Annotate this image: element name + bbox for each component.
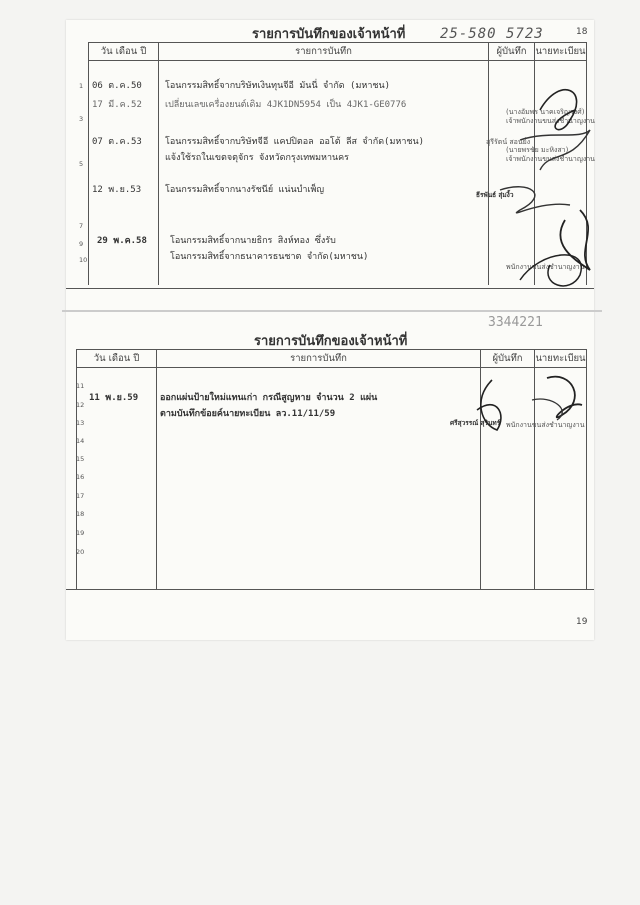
entry-text-line2: ตามบันทึกข้อยค์นายทะเบียน ลว.11/11/59 (160, 409, 336, 419)
entry-date: 06 ต.ค.50 (92, 81, 142, 91)
entry-text: โอนกรรมสิทธิ์จากนายธิกร สิงห์ทอง ซึ่งรับ (170, 236, 336, 246)
official-stamp: (นายพรชัย มะหิงสา) (506, 146, 569, 154)
registration-handwritten: 25-580 5723 (440, 26, 544, 42)
column-header-recorder: ผู้บันทึก (481, 350, 535, 368)
signature-marks-top (480, 70, 600, 300)
row-number: 11 (76, 382, 85, 390)
entry-date: 17 มี.ค.52 (92, 100, 142, 110)
entry-text-line2: โอนกรรมสิทธิ์จากธนาคารธนชาต จำกัด(มหาชน) (170, 252, 369, 262)
recorder-name: ศรีสุวรรณ์ สุรินทร์ (450, 419, 501, 427)
row-number: 14 (76, 437, 85, 445)
row-number: 3 (79, 115, 84, 123)
column-header-date: วัน เดือน ปี (77, 350, 157, 368)
section-title-bottom: รายการบันทึกของเจ้าหน้าที่ (254, 334, 408, 349)
official-stamp: พนักงานขนส่งชำนาญงาน (506, 263, 585, 271)
row-number: 16 (76, 473, 85, 481)
entry-text-line2: แจ้งใช้รถในเขตจตุจักร จังหวัดกรุงเทพมหานคร (165, 153, 350, 163)
row-number: 20 (76, 548, 85, 556)
column-header-recorder: ผู้บันทึก (489, 43, 535, 61)
row-number: 13 (76, 419, 85, 427)
entry-date: 11 พ.ย.59 (89, 393, 139, 403)
section-title-top: รายการบันทึกของเจ้าหน้าที่ (252, 27, 406, 42)
column-header-registrar: นายทะเบียน (535, 43, 587, 61)
official-stamp: เจ้าพนักงานขนส่งชำนาญงาน (506, 117, 595, 125)
page-number-top: 18 (576, 27, 588, 37)
table-bottom-line (66, 589, 594, 590)
official-stamp: เจ้าพนักงานขนส่งชำนาญงาน (506, 155, 595, 163)
recorder-name: สุรีรัตน์ สอนยิ่ง (486, 138, 531, 146)
column-header-entry: รายการบันทึก (159, 43, 489, 61)
entry-text: เปลี่ยนเลขเครื่องยนต์เดิม 4JK1DN5954 เป็น 4JK1-GE0776 (165, 100, 407, 110)
recorder-name: ธีรพันธ์ สุ่มงิ้ว (476, 191, 514, 199)
column-header-date: วัน เดือน ปี (89, 43, 159, 61)
entry-date: 29 พ.ค.58 (97, 236, 147, 246)
entry-text: โอนกรรมสิทธิ์จากบริษัทจีอี แคปปิตอล ออโต้ ลีส จำกัด(มหาชน) (165, 137, 425, 147)
row-number: 15 (76, 455, 85, 463)
entry-date: 12 พ.ย.53 (92, 185, 142, 195)
official-stamp: พนักงานขนส่งชำนาญงาน (506, 421, 585, 429)
row-number: 7 (79, 222, 84, 230)
registration-faint: 3344221 (488, 315, 543, 330)
row-number: 18 (76, 510, 85, 518)
entry-text: โอนกรรมสิทธิ์จากนางรัชนีย์ แน่นบำเพ็ญ (165, 185, 325, 195)
row-number: 17 (76, 492, 85, 500)
row-number: 19 (76, 529, 85, 537)
official-stamp: (นางอัมพร นาคเจริญวงศ์) (506, 108, 585, 116)
row-number: 1 (79, 82, 84, 90)
sheet-fold-edge (62, 310, 602, 312)
entry-text: โอนกรรมสิทธิ์จากบริษัทเงินทุนจีอี มันนี่ จำกัด (มหาชน) (165, 81, 391, 91)
signature-marks-bottom (452, 370, 592, 450)
column-header-registrar: นายทะเบียน (535, 350, 587, 368)
row-number: 5 (79, 160, 84, 168)
row-number: 10 (79, 256, 88, 264)
column-header-entry: รายการบันทึก (157, 350, 481, 368)
row-number: 9 (79, 240, 84, 248)
page-number-bottom: 19 (576, 617, 588, 627)
entry-text: ออกแผ่นป้ายใหม่แทนเก่า กรณีสูญหาย จำนวน 2 แผ่น (160, 393, 378, 403)
entry-date: 07 ต.ค.53 (92, 137, 142, 147)
row-number: 12 (76, 401, 85, 409)
